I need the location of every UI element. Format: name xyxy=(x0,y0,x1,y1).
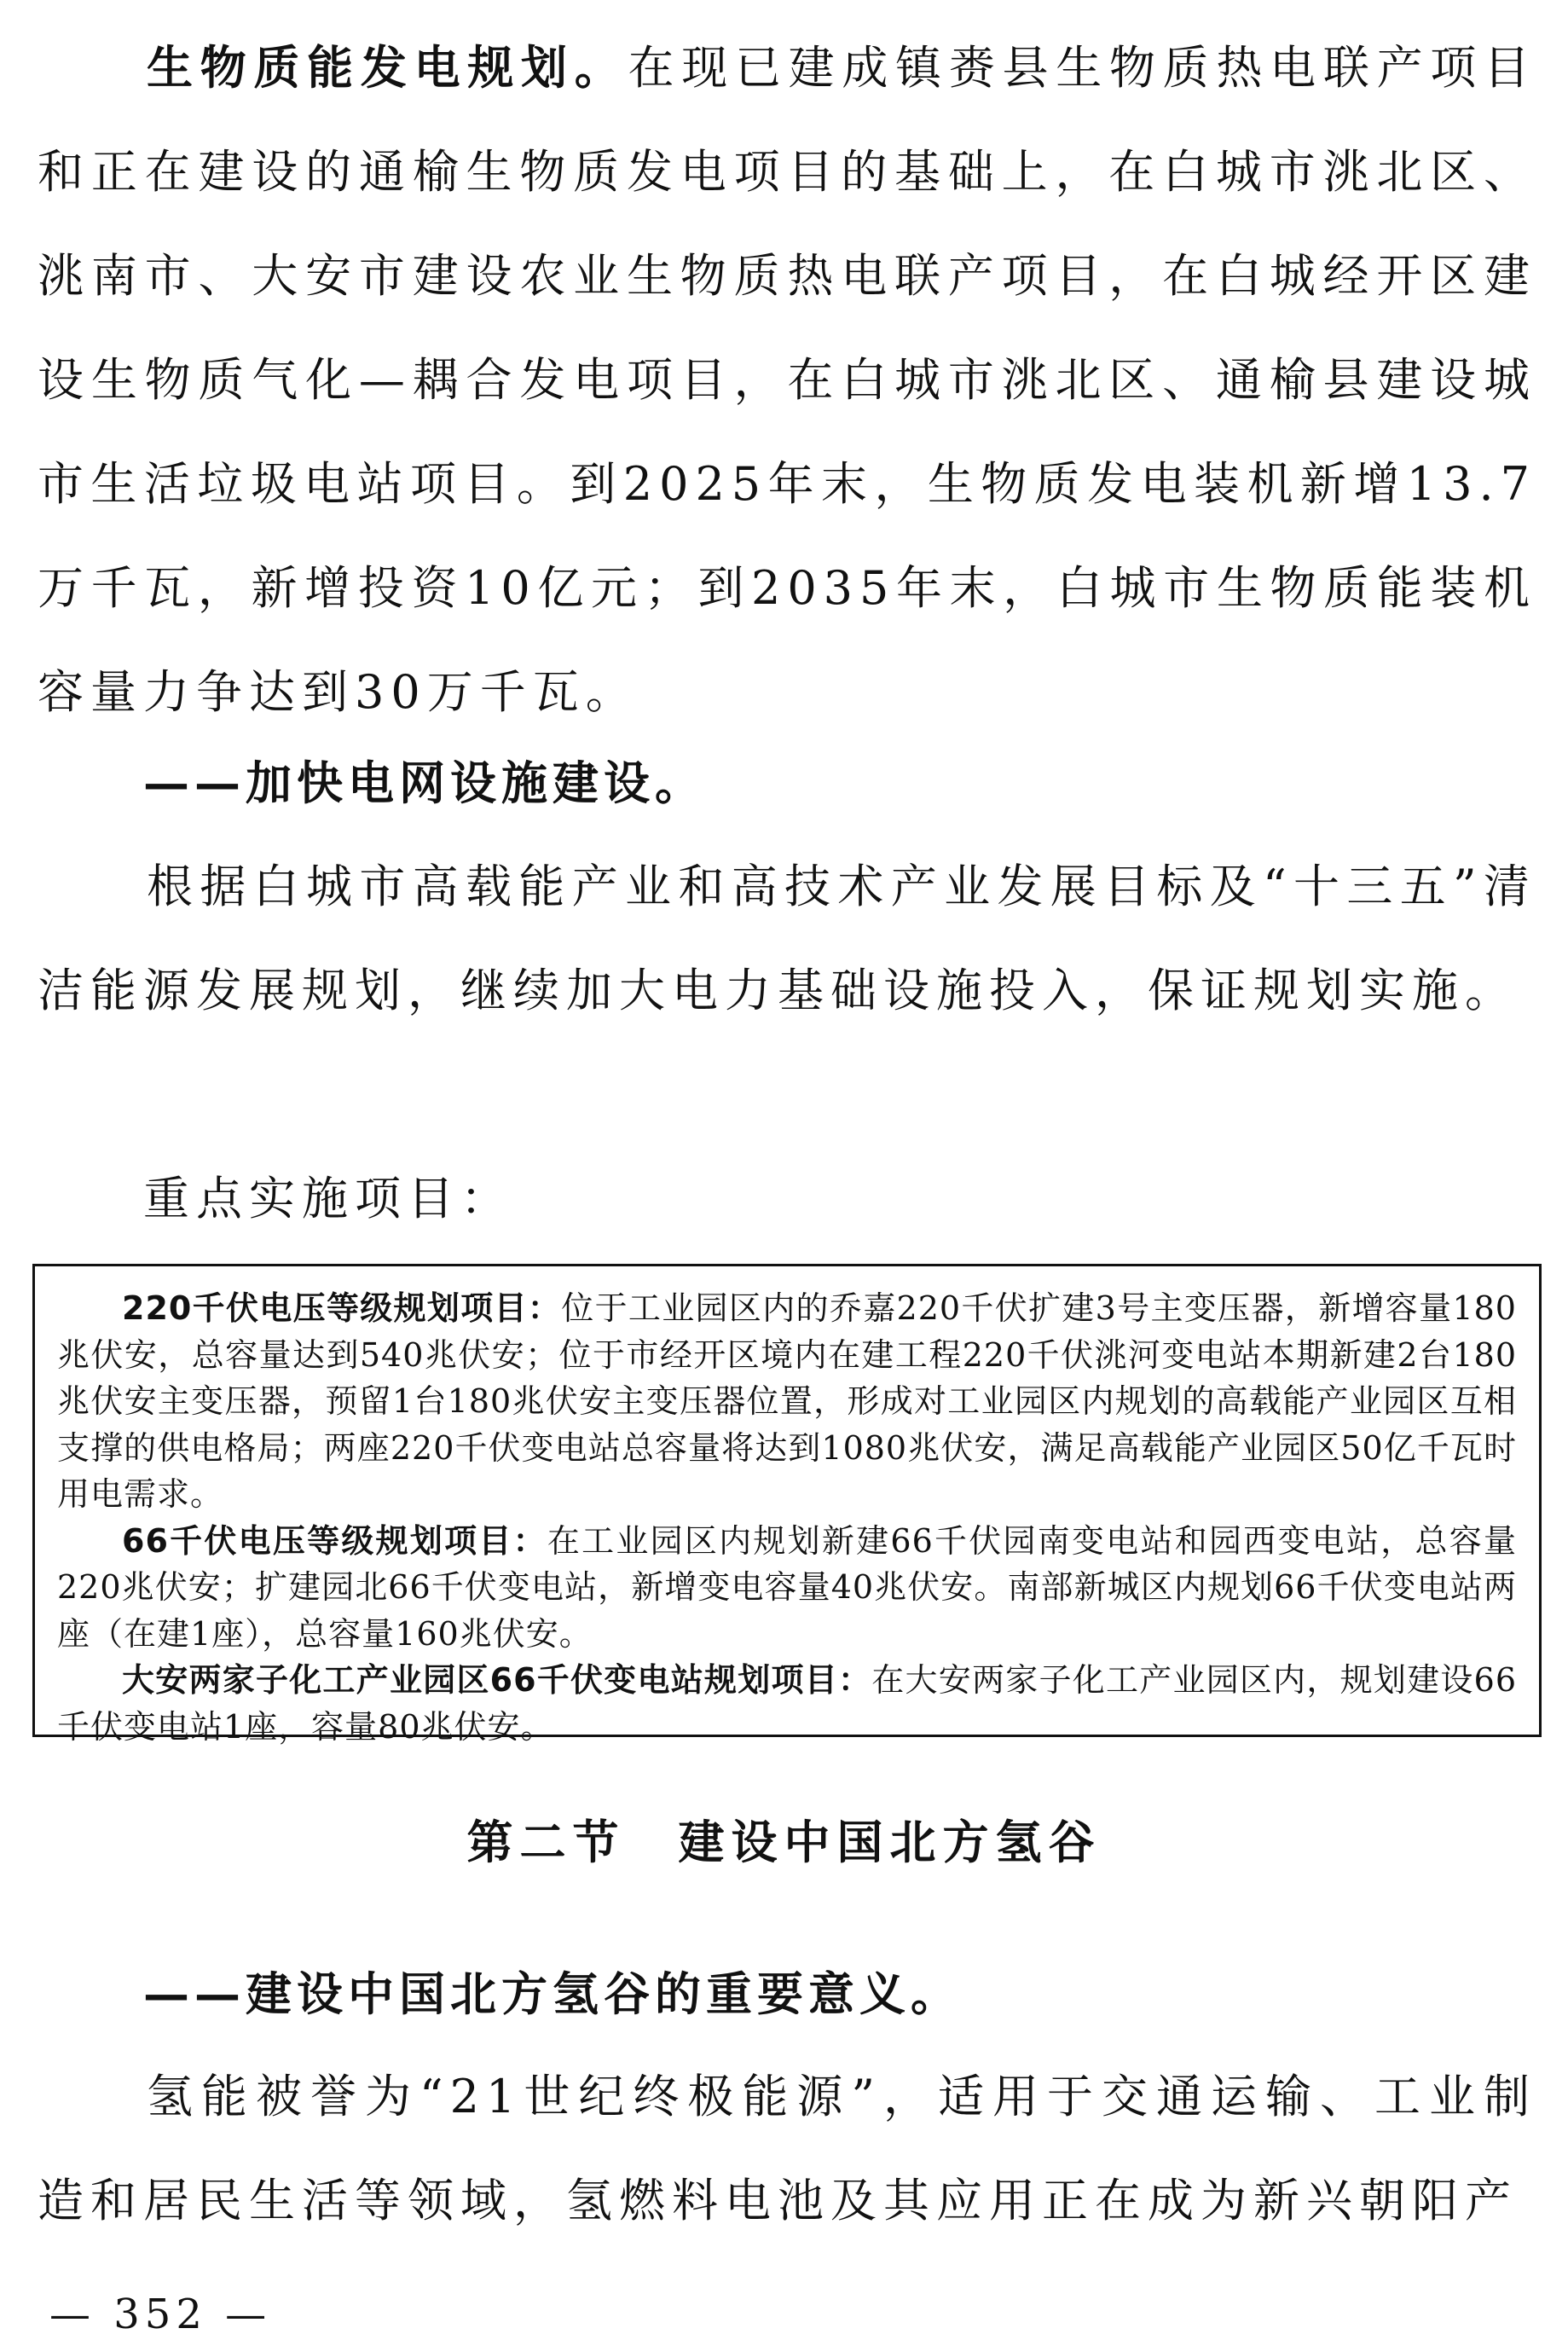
paragraph-grid-plan: 根据白城市高载能产业和高技术产业发展目标及“十三五”清洁能源发展规划，继续加大电力基础设施投入，保证规划实施。 xyxy=(38,860,1536,1017)
heading-grid-construction: ——加快电网设施建设。 xyxy=(143,756,706,810)
project-lead-220kv: 220千伏电压等级规划项目： xyxy=(122,1289,562,1327)
project-text-daan: 在大安两家子化工产业园区内，规划建设66千伏变电站1座，容量80兆伏安。 xyxy=(57,1661,1517,1746)
key-projects-box xyxy=(32,1264,1542,1746)
project-item-daan xyxy=(57,1657,1517,1750)
key-projects-label: 重点实施项目： xyxy=(143,1172,513,1225)
section-title: 第二节 建设中国北方氢谷 xyxy=(466,1815,1102,1869)
paragraph-hydrogen: 氢能被誉为“21世纪终极能源”，适用于交通运输、工业制造和居民生活等领域，氢燃料电池及其应用正在成为新兴朝阳产 xyxy=(38,2070,1536,2227)
paragraph-body-biomass: 在现已建成镇赉县生物质热电联产项目和正在建设的通榆生物质发电项目的基础上，在白城市洮北区、洮南市、大安市建设农业生物质热电联产项目，在白城经开区建设生物质气化—耦合发电项目，在白城市洮北区、通榆县建设城市生活垃圾电站项目。到2025年末，生物质发电装机新增13.7万千瓦，新增投资10亿元；到2035年末，白城市生物质能装机容量力争达到30万千瓦。 xyxy=(38,41,1537,719)
project-text-220kv: 位于工业园区内的乔嘉220千伏扩建3号主变压器，新增容量180兆伏安，总容量达到540兆伏安；位于市经开区境内在建工程220千伏洮河变电站本期新建2台180兆伏安主变压器，预留1台180兆伏安主变压器位置，形成对工业园区内规划的高载能产业园区互相支撑的供电格局；两座220千伏变电站总容量将达到1080兆伏安，满足高载能产业园区50亿千瓦时用电需求。 xyxy=(57,1289,1517,1513)
paragraph-biomass-power xyxy=(38,15,1536,744)
project-item-66kv xyxy=(57,1518,1517,1658)
heading-hydrogen-significance: ——建设中国北方氢谷的重要意义。 xyxy=(143,1966,962,2021)
project-lead-66kv: 66千伏电压等级规划项目： xyxy=(122,1521,547,1560)
paragraph-lead-biomass: 生物质能发电规划。 xyxy=(147,40,628,95)
page-number: — 352 — xyxy=(49,2291,272,2338)
project-text-66kv: 在工业园区内规划新建66千伏园南变电站和园西变电站，总容量220兆伏安；扩建园北66千伏变电站，新增变电容量40兆伏安。南部新城区内规划66千伏变电站两座（在建1座），总容量160兆伏安。 xyxy=(57,1521,1517,1653)
project-item-220kv xyxy=(57,1285,1517,1518)
project-lead-daan: 大安两家子化工产业园区66千伏变电站规划项目： xyxy=(122,1661,872,1699)
